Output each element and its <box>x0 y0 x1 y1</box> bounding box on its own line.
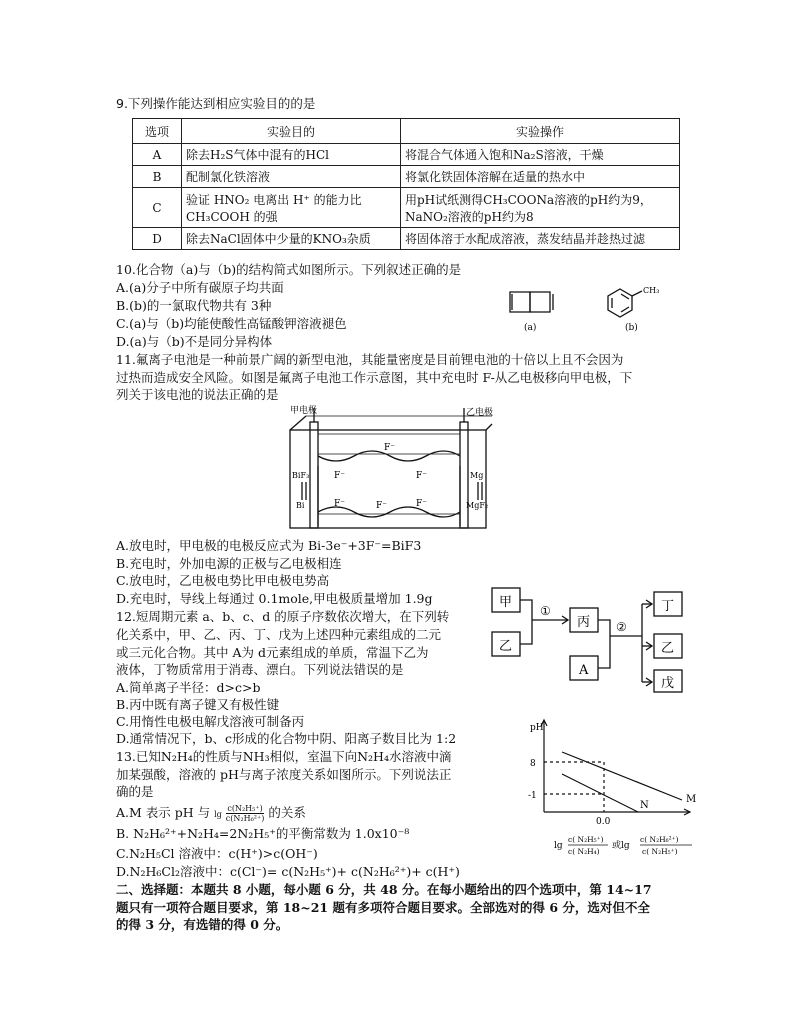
compound-b-icon <box>608 289 642 317</box>
q11-option-c: C.放电时，乙电极电势比甲电极电势高 <box>116 573 330 588</box>
box-bing: 丙 <box>577 615 591 630</box>
xlabel-den2: c( N₂H₅⁺) <box>642 847 678 856</box>
compound-b-label: (b) <box>625 323 638 333</box>
q9-cell: 将固体溶于水配成溶液，蒸发结晶并趁热过滤 <box>401 228 680 250</box>
q9-header-option: 选项 <box>133 119 182 144</box>
q10-structures <box>500 276 680 334</box>
q9-cell: 除去H₂S气体中混有的HCl <box>182 144 401 166</box>
q13-option-a-suffix: 的关系 <box>268 805 306 820</box>
q11-stem-line1: 11.氟离子电池是一种前景广阔的新型电池，其能量密度是目前锂电池的十倍以上且不会因为 <box>116 352 624 367</box>
compound-a-label: (a) <box>524 323 537 333</box>
table-row <box>133 228 680 250</box>
ion-label: F⁻ <box>334 499 345 509</box>
q13-option-b: B. N₂H₆²⁺+N₂H₄=2N₂H₅⁺的平衡常数为 1.0x10⁻⁸ <box>116 826 410 841</box>
q12-flowchart <box>488 584 688 696</box>
fraction-denominator: c(N₂H₆²⁺) <box>225 814 265 823</box>
q9-table <box>132 118 680 250</box>
q9-cell: B <box>133 166 182 188</box>
q12-stem-line1: 12.短周期元素 a、b、c、d 的原子序数依次增大，在下列转 <box>116 609 450 624</box>
q12-option-a: A.简单离子半径：d>c>b <box>116 680 261 695</box>
q9-cell: 配制氯化铁溶液 <box>182 166 401 188</box>
table-row <box>133 144 680 166</box>
q9-stem: 9.下列操作能达到相应实验目的的是 <box>116 96 316 111</box>
q13-option-a <box>116 803 306 825</box>
q9-cell: 除去NaCl固体中少量的KNO₃杂质 <box>182 228 401 250</box>
box-wu: 戊 <box>661 676 675 691</box>
line-label-m: M <box>686 794 697 805</box>
q9-header-row <box>133 119 680 144</box>
chart-ytick-minus1: -1 <box>528 791 537 801</box>
right-electrode-label: 乙电极 <box>466 408 494 418</box>
step2-label: ② <box>616 620 627 634</box>
q12-option-c: C.用惰性电极电解戊溶液可制备丙 <box>116 714 305 729</box>
section2-line3: 的得 3 分，有选错的得 0 分。 <box>116 917 289 932</box>
box-yi: 乙 <box>499 639 513 654</box>
ion-label: F⁻ <box>416 471 427 481</box>
q9-cell: 将混合气体通入饱和Na₂S溶液，干燥 <box>401 144 680 166</box>
box-ding: 丁 <box>661 599 675 614</box>
q10-option-d: D.(a)与（b)不是同分异构体 <box>116 334 273 349</box>
chart-xtick: 0.0 <box>596 817 611 827</box>
q13-stem-line1: 13.已知N₂H₄的性质与NH₃相似，室温下向N₂H₄水溶液中滴 <box>116 749 452 764</box>
q11-option-b: B.充电时，外加电源的正极与乙电极相连 <box>116 556 342 571</box>
q13-stem-line3: 确的是 <box>116 784 154 799</box>
xlabel-lg1: lg <box>554 841 563 851</box>
chart-ytick-8: 8 <box>530 759 536 769</box>
q11-battery-diagram <box>280 404 500 534</box>
ion-label: F⁻ <box>384 443 395 453</box>
ion-label: F⁻ <box>416 499 427 509</box>
box-jia: 甲 <box>499 595 513 610</box>
q10-stem: 10.化合物（a)与（b)的结构简式如图所示。下列叙述正确的是 <box>116 262 462 277</box>
mgf2-label: MgF₂ <box>466 501 489 510</box>
table-row <box>133 166 680 188</box>
compound-b-ch3: CH₃ <box>643 286 660 295</box>
q9-cell: A <box>133 144 182 166</box>
q13-stem-line2: 加某强酸，溶液的 pH与离子浓度关系如图所示。下列说法正 <box>116 767 452 782</box>
lg-text: lg <box>214 810 222 819</box>
xlabel-mid: 或lg <box>612 841 630 851</box>
q12-stem-line4: 液体，丁物质常用于消毒、漂白。下列说法错误的是 <box>116 662 404 677</box>
q13-fraction <box>226 804 265 823</box>
q13-option-c: C.N₂H₅Cl 溶液中：c(H⁺)>c(OH⁻) <box>116 846 318 861</box>
mg-label: Mg <box>470 471 484 480</box>
line-label-n: N <box>640 800 649 811</box>
compound-a-icon <box>510 292 553 312</box>
fraction-numerator: c(N₂H₅⁺) <box>227 804 263 813</box>
q11-option-a: A.放电时，甲电极的电极反应式为 Bi-3e⁻+3F⁻=BiF3 <box>116 538 422 553</box>
q12-stem-line3: 或三元化合物。其中 A为 d元素组成的单质，常温下乙为 <box>116 645 429 660</box>
q9-header-operation: 实验操作 <box>401 119 680 144</box>
ion-label: F⁻ <box>376 501 387 511</box>
q10-option-b: B.(b)的一氯取代物共有 3种 <box>116 298 272 313</box>
q9-cell: 用pH试纸测得CH₃COONa溶液的pH约为9，NaNO₂溶液的pH约为8 <box>401 188 680 228</box>
q9-cell: 验证 HNO₂ 电离出 H⁺ 的能力比 CH₃COOH 的强 <box>182 188 401 228</box>
step1-label: ① <box>540 604 551 618</box>
q12-option-b: B.丙中既有离子键又有极性键 <box>116 697 280 712</box>
q11-stem-line3: 列关于该电池的说法正确的是 <box>116 387 279 402</box>
bif3-label: BiF₃ <box>292 471 310 480</box>
q9-cell: D <box>133 228 182 250</box>
q13-ph-chart <box>504 716 704 866</box>
section2-line2: 题只有一项符合题目要求，第 18~21 题有多项符合题目要求。全部选对的得 6 分，选对但不全 <box>116 900 650 915</box>
bi-label: Bi <box>296 501 305 510</box>
q13-option-d: D.N₂H₆Cl₂溶液中：c(Cl⁻)= c(N₂H₅⁺)+ c(N₂H₆²⁺)+ c(H⁺) <box>116 864 460 879</box>
q12-stem-line2: 化关系中，甲、乙、丙、丁、戊为上述四种元素组成的二元 <box>116 627 442 642</box>
ion-label: F⁻ <box>334 471 345 481</box>
q12-option-d: D.通常情况下，b、c形成的化合物中阴、阳离子数目比为 1:2 <box>116 731 457 746</box>
q10-option-a: A.(a)分子中所有碳原子均共面 <box>116 280 284 295</box>
table-row <box>133 188 680 228</box>
section2-line1: 二、选择题：本题共 8 小题，每小题 6 分，共 48 分。在每小题给出的四个选项中，第 14~17 <box>116 882 652 897</box>
xlabel-num1: c( N₂H₅⁺) <box>568 835 604 844</box>
q13-option-a-prefix: A.M 表示 pH 与 <box>116 805 211 820</box>
box-a: A <box>579 663 589 678</box>
q9-cell: 将氯化铁固体溶解在适量的热水中 <box>401 166 680 188</box>
xlabel-num2: c( N₂H₆²⁺) <box>640 835 679 844</box>
q9-cell: C <box>133 188 182 228</box>
q11-stem-line2: 过热而造成安全风险。如图是氟离子电池工作示意图，其中充电时 F-从乙电极移向甲电极，下 <box>116 370 633 385</box>
left-electrode-label: 甲电极 <box>290 406 318 416</box>
q9-header-purpose: 实验目的 <box>182 119 401 144</box>
xlabel-den1: c( N₂H₄) <box>568 847 600 856</box>
box-yi2: 乙 <box>661 641 675 656</box>
q10-option-c: C.(a)与（b)均能使酸性高锰酸钾溶液褪色 <box>116 316 347 331</box>
q11-option-d: D.充电时，导线上每通过 0.1mole,甲电极质量增加 1.9g <box>116 591 433 606</box>
chart-ylabel: pH <box>530 723 544 733</box>
